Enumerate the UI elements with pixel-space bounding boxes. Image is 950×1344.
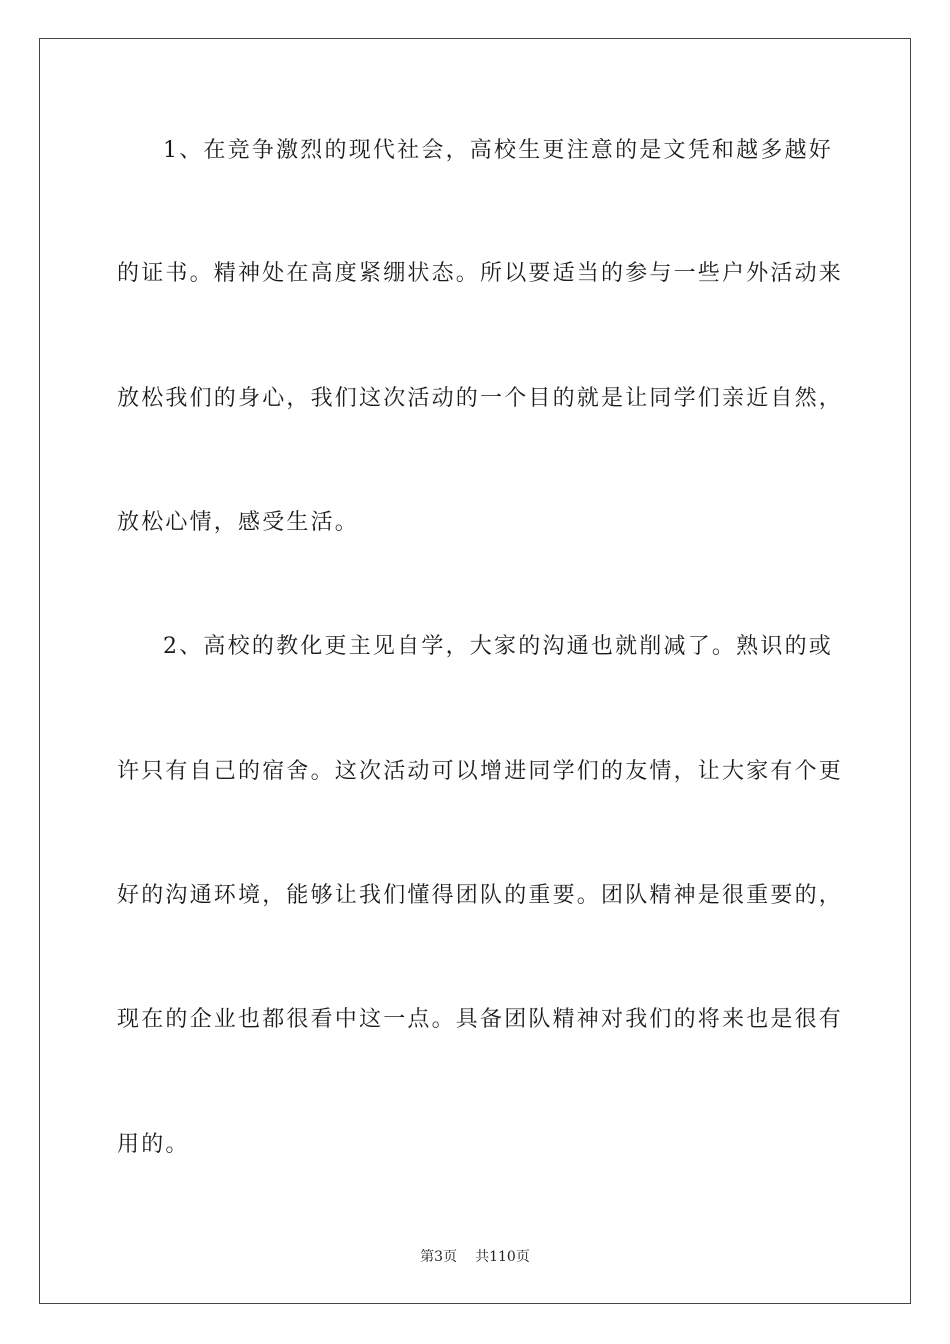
paragraph-1-line-4: 放松心情，感受生活。	[117, 510, 360, 535]
paragraph-2-line-2: 许只有自己的宿舍。这次活动可以增进同学们的友情，让大家有个更	[117, 759, 844, 784]
paragraph-1-line-3: 放松我们的身心，我们这次活动的一个目的就是让同学们亲近自然，	[117, 386, 844, 411]
page-total: 共110页	[475, 1249, 530, 1265]
paragraph-2-line-5: 用的。	[117, 1132, 190, 1157]
page-footer	[0, 1248, 950, 1266]
paragraph-2-line-1: 2、高校的教化更主见自学，大家的沟通也就削减了。熟识的或	[163, 634, 833, 659]
page-number: 第3页	[420, 1249, 458, 1265]
paragraph-1-line-2: 的证书。精神处在高度紧绷状态。所以要适当的参与一些户外活动来	[117, 261, 844, 286]
paragraph-2-line-3: 好的沟通环境，能够让我们懂得团队的重要。团队精神是很重要的，	[117, 883, 844, 908]
page-border	[39, 38, 911, 1304]
paragraph-1-line-1: 1、在竞争激烈的现代社会，高校生更注意的是文凭和越多越好	[163, 138, 833, 163]
paragraph-2-line-4: 现在的企业也都很看中这一点。具备团队精神对我们的将来也是很有	[117, 1007, 844, 1032]
